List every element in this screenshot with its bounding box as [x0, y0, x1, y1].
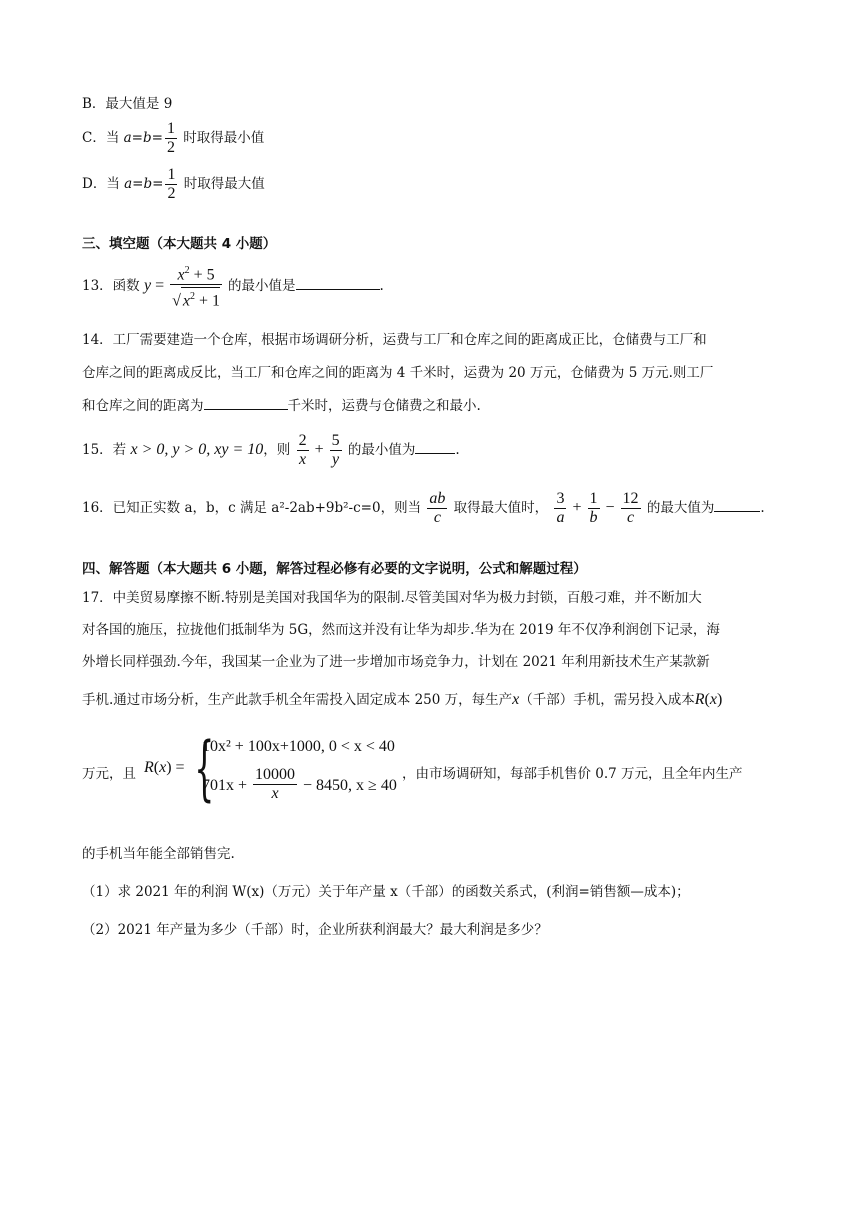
r-of-x: R(x) = — [144, 759, 185, 776]
option-c — [82, 120, 264, 157]
question-17-line4: 手机.通过市场分析，生产此款手机全年需投入固定成本 250 万，每生产x（千部）手机，需另投入成本R(x) — [82, 691, 723, 708]
q16-expression: $\frac{3}{a}$ + $\frac{1}{b}$ − $\frac{12}{c}$ — [556, 490, 639, 526]
frac-den: 2 — [166, 139, 175, 156]
piecewise-brace: { — [194, 727, 215, 809]
section-fill-blank-heading: 三、填空题（本大题共 4 小题） — [82, 236, 277, 252]
question-14-line1: 14．工厂需要建造一个仓库，根据市场调研分析，运费与工厂和仓库之间的距离成正比，仓储费与工厂和 — [82, 332, 707, 348]
option-c-var: a=b= — [123, 130, 163, 146]
q15-prefix: 15．若 — [82, 442, 131, 459]
q13-end: . — [379, 278, 384, 294]
q17-line4-mid: （千部）手机，需另投入成本 — [519, 692, 695, 708]
case2-fraction — [253, 766, 297, 803]
question-17-part2: （2）2021 年产量为多少（千部）时，企业所获利润最大？最大利润是多少？ — [82, 922, 548, 938]
q16-end: . — [760, 500, 765, 517]
q14-prefix: 和仓库之间的距离为 — [82, 398, 204, 414]
frac-den: 2 — [167, 185, 176, 202]
question-17-line1: 17．中美贸易摩擦不断.特别是美国对我国华为的限制.尽管美国对华为极力封锁，百般刁难，并不断加大 — [82, 590, 702, 606]
q13-fraction: $\frac{x^2 + 5}{√ x^2 + 1}$ — [172, 265, 221, 310]
frac-num: 1 — [166, 120, 175, 137]
question-17-line2: 对各国的施压，拉拢他们抵制华为 5G，然而这并没有让华为却步.华为在 2019 年不仅净利润创下记录，海 — [82, 622, 720, 638]
q15-mid: ，则 — [263, 442, 295, 459]
q16-mid: 取得最大值时， — [449, 500, 549, 517]
q17-line5-suffix: ，由市场调研知，每部手机售价 0.7 万元，且全年内生产 — [402, 766, 743, 782]
option-c-prefix: C．当 — [82, 130, 124, 146]
q16-suffix: 的最大值为 — [642, 500, 715, 517]
q15-expression: $\frac{2}{x}$ + $\frac{5}{y}$ — [298, 432, 340, 468]
answer-blank — [204, 395, 288, 410]
piecewise-case-1: 10x² + 100x+1000, 0 < x < 40 — [202, 738, 395, 755]
question-14-line2: 仓库之间的距离成反比，当工厂和仓库之间的距离为 4 千米时，运费为 20 万元，仓储费为 5 万元.则工厂 — [82, 365, 714, 381]
question-17-part1: （1）求 2021 年的利润 W(x)（万元）关于年产量 x（千部）的函数关系式，(利润=销售额—成本)； — [82, 884, 690, 900]
question-15 — [82, 432, 460, 469]
option-c-suffix: 时取得最小值 — [178, 130, 265, 146]
q15-end: . — [455, 442, 460, 459]
question-17-line6: 的手机当年能全部销售完. — [82, 846, 235, 862]
piecewise-case-2 — [202, 766, 397, 803]
fraction-half — [165, 120, 177, 157]
q16-prefix: 16．已知正实数 a，b，c 满足 a²-2ab+9b²-c=0，则当 — [82, 500, 426, 517]
section-solutions-heading: 四、解答题（本大题共 6 小题，解答过程必修有必要的文字说明，公式和解题过程） — [82, 561, 587, 577]
q17-line4-prefix: 手机.通过市场分析，生产此款手机全年需投入固定成本 250 万，每生产 — [82, 692, 513, 708]
question-17-line3: 外增长同样强劲.今年，我国某一企业为了进一步增加市场竞争力，计划在 2021 年利用新技术生产某款新 — [82, 654, 710, 670]
answer-blank — [296, 275, 380, 290]
q17-line5-prefix: 万元，且 — [82, 766, 136, 782]
answer-blank — [714, 497, 760, 512]
case2-num: 10000 — [255, 766, 296, 783]
answer-blank — [415, 439, 455, 454]
question-16 — [82, 490, 765, 527]
option-d-prefix: D．当 — [82, 176, 125, 192]
q15-condition: x > 0, y > 0, xy = 10 — [130, 441, 264, 459]
frac-num: 1 — [167, 166, 176, 183]
case2-suffix: − 8450, x ≥ 40 — [303, 777, 397, 794]
option-d-var: a=b= — [124, 176, 164, 192]
question-14-line3 — [82, 394, 481, 414]
q14-suffix: 千米时，运费与仓储费之和最小. — [287, 398, 481, 414]
case2-prefix: 701x + — [202, 777, 248, 794]
fraction-half — [165, 166, 177, 203]
q16-ab-over-c: $\frac{ab}{c}$ — [429, 490, 446, 527]
case2-den: x — [271, 785, 279, 802]
q13-suffix: 的最小值是 — [228, 278, 296, 294]
option-b: B．最大值是 9 — [82, 96, 173, 112]
q15-suffix: 的最小值为 — [343, 442, 416, 459]
question-13 — [82, 262, 384, 311]
q13-formula: y = $\frac{x^2 + 5}{√ x^2 + 1}$ — [144, 277, 228, 294]
option-d-suffix: 时取得最大值 — [179, 176, 265, 192]
q13-prefix: 13．函数 — [82, 278, 144, 294]
option-d — [82, 166, 265, 203]
